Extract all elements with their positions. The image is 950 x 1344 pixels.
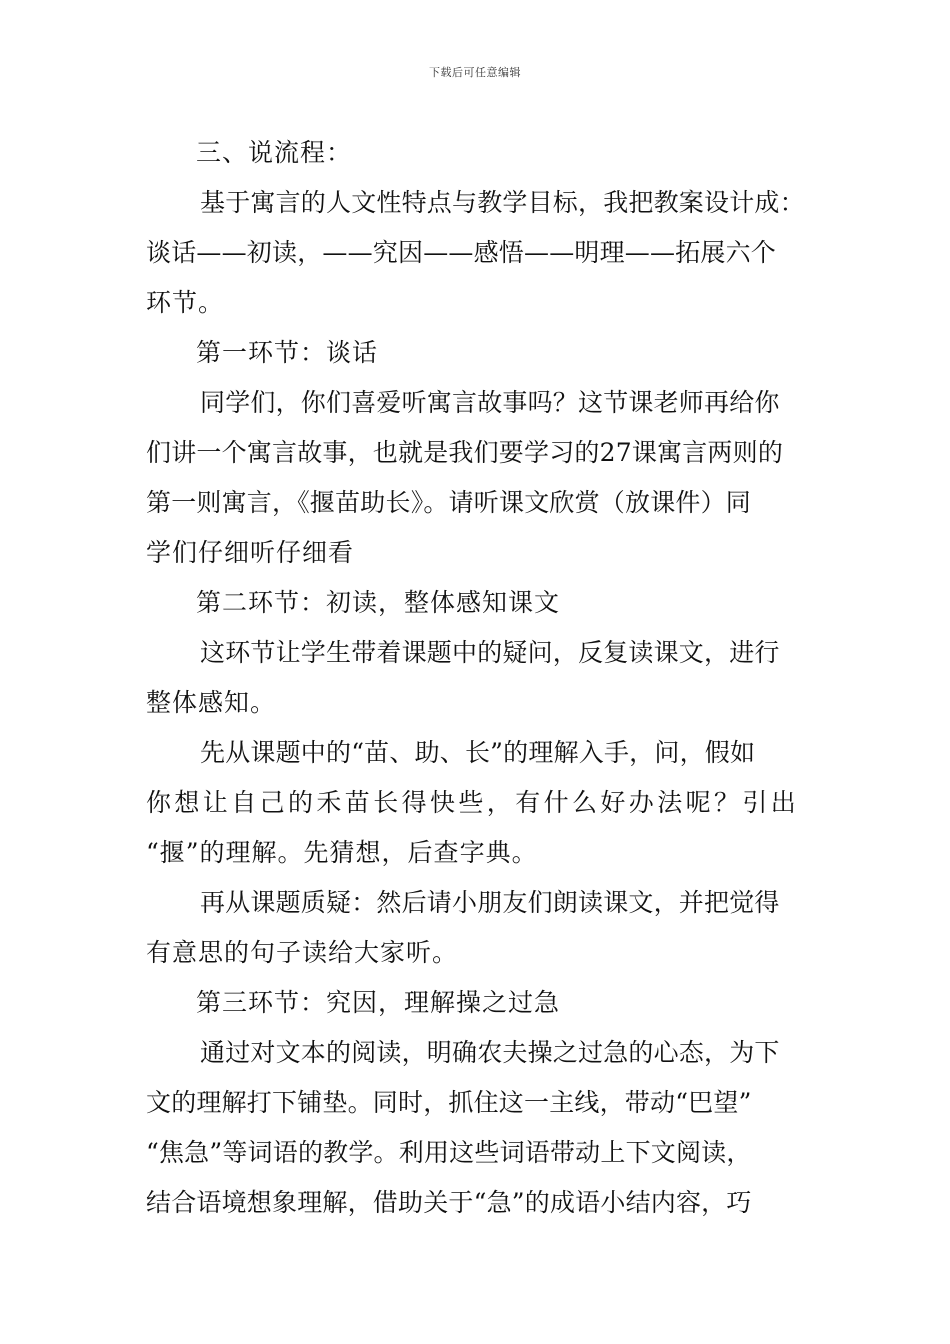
paragraph-line: 先从课题中的“苗、助、长”的理解入手，问，假如 — [200, 738, 756, 767]
paragraph-line: 整体感知。 — [146, 688, 277, 717]
document-body — [146, 128, 808, 1228]
paragraph-line: 通过对文本的阅读，明确农夫操之过急的心态，为下 — [200, 1038, 780, 1067]
paragraph-line: 学们仔细听仔细看 — [146, 538, 355, 567]
paragraph-line: 谈话——初读，——究因——感悟——明理——拓展六个 — [146, 238, 777, 267]
paragraph-line: 们讲一个寓言故事，也就是我们要学习的27课寓言两则的 — [146, 438, 784, 467]
paragraph-line: 你想让自己的禾苗长得快些，有什么好办法呢？引出 — [146, 788, 800, 817]
paragraph-line: 再从课题质疑：然后请小朋友们朗读课文，并把觉得 — [200, 888, 780, 917]
paragraph-line: 第一则寓言，《揠苗助长》。请听课文欣赏（放课件）同 — [146, 488, 752, 517]
paragraph-line: 同学们，你们喜爱听寓言故事吗？这节课老师再给你 — [200, 388, 780, 417]
paragraph-line: 结合语境想象理解，借助关于“急”的成语小结内容，巧 — [146, 1188, 752, 1217]
paragraph-line: 基于寓言的人文性特点与教学目标，我把教案设计成： — [200, 188, 805, 217]
subsection-heading: 第三环节：究因，理解操之过急 — [196, 988, 561, 1017]
section-heading: 三、说流程： — [196, 138, 353, 167]
subsection-heading: 第二环节：初读，整体感知课文 — [196, 588, 561, 617]
subsection-heading: 第一环节：谈话 — [196, 338, 379, 367]
paragraph-line: “揠”的理解。先猜想，后查字典。 — [146, 838, 538, 867]
paragraph-line: 这环节让学生带着课题中的疑问，反复读课文，进行 — [200, 638, 780, 667]
header-note: 下载后可任意编辑 — [429, 66, 521, 79]
paragraph-line: 环节。 — [146, 288, 225, 317]
paragraph-line: “焦急”等词语的教学。利用这些词语带动上下文阅读， — [146, 1138, 752, 1167]
paragraph-line: 有意思的句子读给大家听。 — [146, 938, 459, 967]
paragraph-line: 文的理解打下铺垫。同时，抓住这一主线，带动“巴望” — [146, 1088, 752, 1117]
